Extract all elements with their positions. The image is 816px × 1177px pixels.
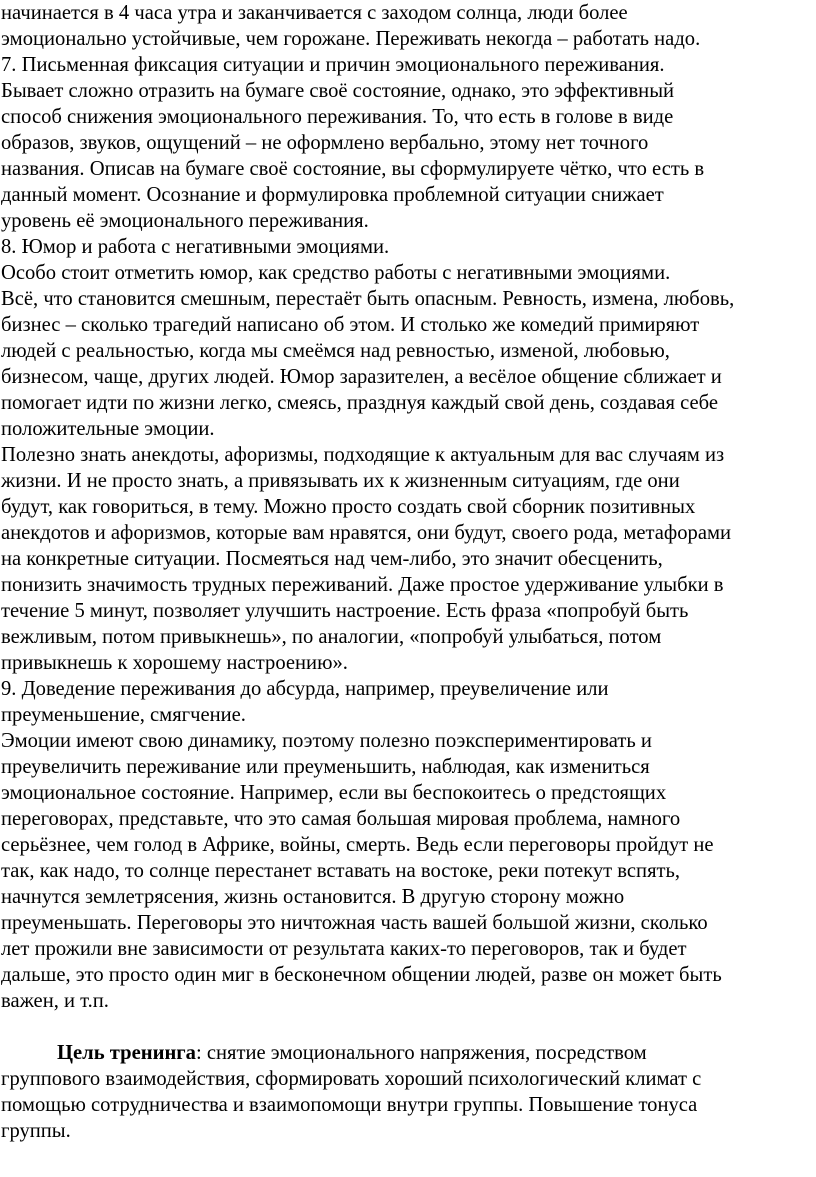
text-line: преувеличить переживание или преуменьшить, наблюдая, как измениться (1, 756, 650, 778)
text-line: привыкнешь к хорошему настроению». (1, 652, 348, 674)
goal-first-line (1, 1040, 816, 1066)
text-line: на конкретные ситуации. Посмеяться над чем-либо, это значит обесценить, (1, 548, 663, 570)
goal-label: Цель тренинга (57, 1042, 196, 1064)
text-line: группового взаимодействия, сформировать хороший психологический климат с (1, 1068, 702, 1090)
text-line: важен, и т.п. (1, 990, 109, 1012)
text-line: бизнесом, чаще, других людей. Юмор заразителен, а весёлое общение сближает и (1, 366, 722, 388)
text-line: вежливым, потом привыкнешь», по аналогии, «попробуй улыбаться, потом (1, 626, 662, 648)
section-heading-9: 9. Доведение переживания до абсурда, например, преувеличение или (1, 678, 609, 700)
text-line: преуменьшение, смягчение. (1, 704, 246, 726)
text-line: положительные эмоции. (1, 418, 215, 440)
text-line: уровень её эмоционального переживания. (1, 210, 369, 232)
text-line: образов, звуков, ощущений – не оформлено вербально, этому нет точного (1, 132, 649, 154)
text-line: переговорах, представьте, что это самая большая мировая проблема, намного (1, 808, 681, 830)
section-heading-8: 8. Юмор и работа с негативными эмоциями. (1, 236, 390, 258)
text-line: названия. Описав на бумаге своё состояние, вы сформулируете чётко, что есть в (1, 158, 705, 180)
text-line: серьёзнее, чем голод в Африке, войны, смерть. Ведь если переговоры пройдут не (1, 834, 714, 856)
text-line: лет прожили вне зависимости от результата каких-то переговоров, так и будет (1, 938, 687, 960)
text-line: так, как надо, то солнце перестанет вставать на востоке, реки потекут вспять, (1, 860, 681, 882)
section-heading-7: 7. Письменная фиксация ситуации и причин эмоционального переживания. (1, 54, 665, 76)
text-line: способ снижения эмоционального переживания. То, что есть в голове в виде (1, 106, 674, 128)
text-line: Всё, что становится смешным, перестаёт быть опасным. Ревность, измена, любовь, (1, 288, 735, 310)
body-text (1, 0, 816, 1014)
text-line: начнутся землетрясения, жизнь остановится. В другую сторону можно (1, 886, 625, 908)
text-line: течение 5 минут, позволяет улучшить настроение. Есть фраза «попробуй быть (1, 600, 689, 622)
text-line: группы. (1, 1120, 71, 1142)
text-line: будут, как говориться, в тему. Можно просто создать свой сборник позитивных (1, 496, 696, 518)
text-line: эмоциональное состояние. Например, если вы беспокоитесь о предстоящих (1, 782, 667, 804)
text-line: эмоционально устойчивые, чем горожане. Переживать некогда – работать надо. (1, 28, 701, 50)
text-line: понизить значимость трудных переживаний. Даже простое удерживание улыбки в (1, 574, 724, 596)
paragraph-spacer (1, 1014, 816, 1040)
training-goal (1, 1040, 816, 1144)
text-line: помощью сотрудничества и взаимопомощи внутри группы. Повышение тонуса (1, 1094, 698, 1116)
text-line: Полезно знать анекдоты, афоризмы, подходящие к актуальным для вас случаям из (1, 444, 725, 466)
text-line: данный момент. Осознание и формулировка проблемной ситуации снижает (1, 184, 664, 206)
text-line: Эмоции имеют свою динамику, поэтому полезно поэкспериментировать и (1, 730, 652, 752)
text-line: Особо стоит отметить юмор, как средство работы с негативными эмоциями. (1, 262, 671, 284)
text-line: помогает идти по жизни легко, смеясь, празднуя каждый свой день, создавая себе (1, 392, 718, 414)
text-line: бизнес – сколько трагедий написано об этом. И столько же комедий примиряют (1, 314, 700, 336)
text-line: анекдотов и афоризмов, которые вам нравятся, они будут, своего рода, метафорами (1, 522, 732, 544)
goal-text: : снятие эмоционального напряжения, посредством (195, 1042, 647, 1064)
text-line: Бывает сложно отразить на бумаге своё состояние, однако, это эффективный (1, 80, 675, 102)
text-line: жизни. И не просто знать, а привязывать их к жизненным ситуациям, где они (1, 470, 680, 492)
text-line: людей с реальностью, когда мы смеёмся над ревностью, изменой, любовью, (1, 340, 670, 362)
text-line: начинается в 4 часа утра и заканчивается с заходом солнца, люди более (1, 2, 628, 24)
text-line: дальше, это просто один миг в бесконечном общении людей, разве он может быть (1, 964, 722, 986)
text-line: преуменьшать. Переговоры это ничтожная часть вашей большой жизни, сколько (1, 912, 708, 934)
